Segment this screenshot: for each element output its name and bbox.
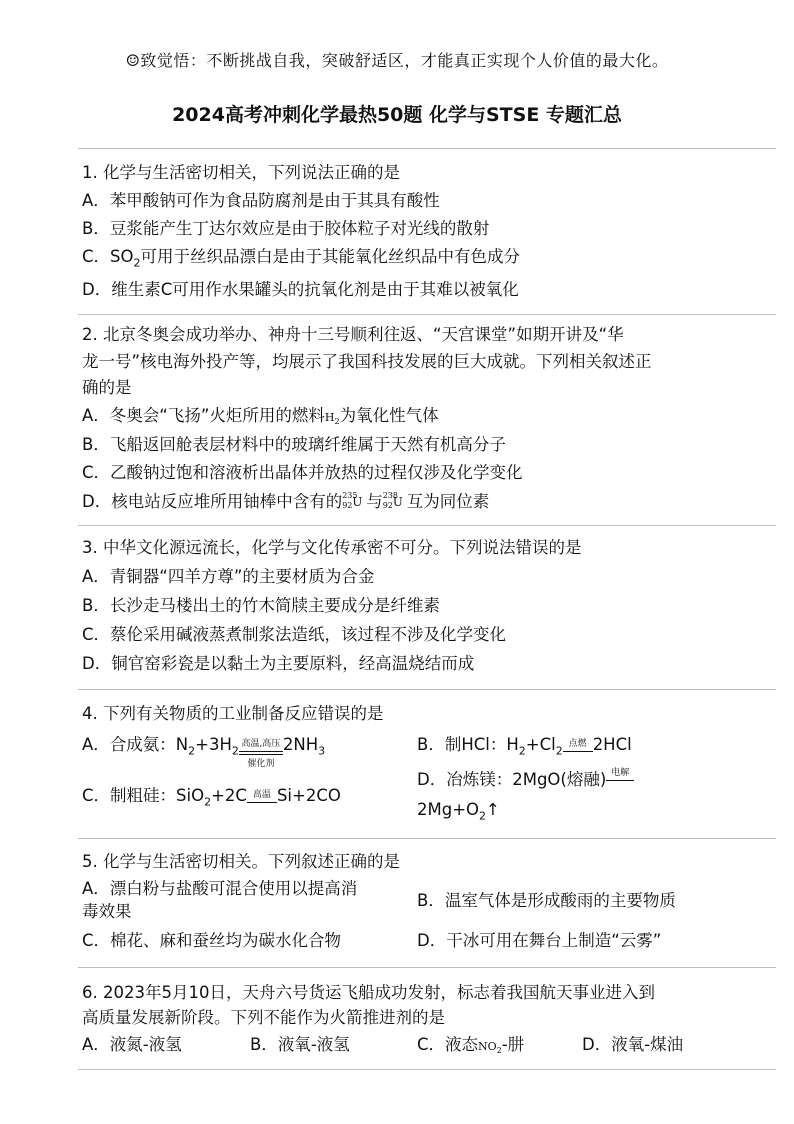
formula-part: +2C [211,786,247,805]
option-d-prefix: D．核电站反应堆所用铀棒中含有的 [82,492,343,511]
option-b [417,734,632,762]
formula-part: 2Mg+O [417,800,480,819]
option-d-line-2 [417,799,500,827]
arrow-line [563,751,593,752]
reaction-arrow [606,769,634,791]
question-stem-line-1: 2. 北京冬奥会成功举办、神舟十三号顺利往返、“天宫课堂”如期开讲及“华 [82,325,624,344]
option-d-connector: 与 [366,492,383,511]
option-b-prefix: B．制HCl：H [417,735,519,754]
divider [78,689,776,690]
option-c-prefix: C．液态 [417,1035,479,1054]
formula-part: Si+2CO [276,786,341,805]
subscript: 2 [334,417,340,427]
formula-part: 2NH [282,735,319,754]
option-c: C．棉花、麻和蚕丝均为碳水化合物 [82,931,342,950]
option-c [417,1034,524,1062]
option-d: D．干冰可用在舞台上制造“云雾” [417,931,662,950]
subscript: 2 [496,1046,502,1056]
motto-line: ☺致觉悟：不断挑战自我，突破舒适区，才能真正实现个人价值的最大化。 [125,51,669,70]
formula-part: +3H [195,735,232,754]
question-3 [82,535,772,680]
option-d [82,491,489,513]
mass-number: 235 [342,491,358,500]
option-a: A．液氮-液氢 [82,1035,182,1054]
reaction-arrow [563,740,593,762]
option-c-prefix: C．制粗硅：SiO [82,786,205,805]
question-4 [82,701,772,831]
question-1 [82,160,772,310]
option-b: B．液氧-液氢 [250,1035,350,1054]
arrow-line [239,751,283,752]
question-stem-line-1: 6. 2023年5月10日，天舟六号货运飞船成功发射，标志着我国航天事业进入到 [82,983,655,1002]
option-c-text: 可用于丝织品漂白是由于其能氧化丝织品中有色成分 [140,247,520,266]
option-c [82,785,341,813]
subscript: 2 [518,744,526,758]
option-c-prefix: C．SO [82,247,134,266]
reversible-arrow [239,739,283,770]
question-stem-line-2: 高质量发展新阶段。下列不能作为火箭推进剂的是 [82,1008,445,1027]
subscript: 2 [555,744,563,758]
reaction-condition: 高温 [252,790,271,801]
option-b: B．长沙走马楼出土的竹木简牍主要成分是纤维素 [82,596,440,615]
option-d-text: 互为同位素 [406,492,490,511]
divider [78,314,776,315]
element-symbol: U [352,495,363,509]
option-c-text: -肼 [501,1035,525,1054]
divider [78,967,776,968]
option-a-prefix: A．冬奥会“飞扬”火炬所用的燃料 [82,406,325,425]
question-stem: 4. 下列有关物质的工业制备反应错误的是 [82,704,384,723]
question-stem: 3. 中华文化源远流长，化学与文化传承密不可分。下列说法错误的是 [82,538,582,557]
subscript: 2 [188,744,196,758]
option-a-prefix: A．合成氨：N [82,735,189,754]
atomic-number: 92 [342,501,353,510]
formula-h2 [324,411,340,427]
option-a-line-2: 毒效果 [82,902,132,921]
option-c [82,246,520,274]
subscript: 2 [204,795,212,809]
catalyst-label: 催化剂 [247,759,275,770]
element-symbol: U [392,495,403,509]
element-symbol: H [324,411,335,424]
reaction-arrow [247,791,277,813]
mass-number: 238 [382,491,398,500]
option-b: B．豆浆能产生丁达尔效应是由于胶体粒子对光线的散射 [82,219,490,238]
formula-part: +Cl [525,735,556,754]
reaction-condition: 高温,高压 [241,739,281,750]
option-d: D．铜官窑彩瓷是以黏土为主要原料，经高温烧结而成 [82,654,475,673]
page-title: 2024高考冲刺化学最热50题 化学与STSE 专题汇总 [172,104,622,126]
formula-no2 [478,1040,502,1056]
formula-part: NO [478,1040,497,1053]
question-stem: 1. 化学与生活密切相关，下列说法正确的是 [82,163,400,182]
gas-arrow-icon: ↑ [486,800,500,819]
isotope-u235 [342,491,366,513]
arrow-line [239,754,283,755]
reaction-condition: 电解 [611,768,630,778]
question-stem-line-3: 确的是 [82,378,132,397]
option-d: D．维生素C可用作水果罐头的抗氧化剂是由于其难以被氧化 [82,280,519,299]
question-6 [82,980,772,1070]
option-d: D．液氧-煤油 [582,1035,684,1054]
question-stem: 5. 化学与生活密切相关。下列叙述正确的是 [82,852,400,871]
subscript: 2 [133,256,141,270]
divider [78,1069,776,1070]
option-a: A．苯甲酸钠可作为食品防腐剂是由于其具有酸性 [82,191,440,210]
subscript: 2 [231,744,239,758]
isotope-u238 [383,491,407,513]
option-b: B．飞船返回舱表层材料中的玻璃纤维属于天然有机高分子 [82,435,506,454]
option-b: B．温室气体是形成酸雨的主要物质 [417,891,676,910]
atomic-number: 92 [382,501,393,510]
option-c: C．乙酸钠过饱和溶液析出晶体并放热的过程仅涉及化学变化 [82,463,523,482]
divider [78,525,776,526]
arrow-line [606,780,634,781]
subscript: 3 [318,744,326,758]
option-d-prefix: D．冶炼镁：2MgO(熔融) [417,770,607,789]
option-d [417,769,634,791]
option-a: A．青铜器“四羊方尊”的主要材质为合金 [82,567,375,586]
question-5 [82,849,772,959]
option-a [82,734,326,770]
option-c: C．蔡伦采用碱液蒸煮制浆法造纸，该过程不涉及化学变化 [82,625,507,644]
divider [78,148,776,149]
option-a [82,405,439,433]
question-stem-line-2: 龙一号”核电海外投产等，均展示了我国科技发展的巨大成就。下列相关叙述正 [82,352,652,371]
question-2 [82,322,772,522]
divider [78,838,776,839]
subscript: 2 [479,809,487,823]
formula-part: 2HCl [592,735,632,754]
reaction-condition: 点燃 [568,739,587,750]
option-a-text: 为氧化性气体 [339,406,439,425]
option-a-line-1: A．漂白粉与盐酸可混合使用以提高消 [82,879,358,898]
arrow-line [247,802,277,803]
